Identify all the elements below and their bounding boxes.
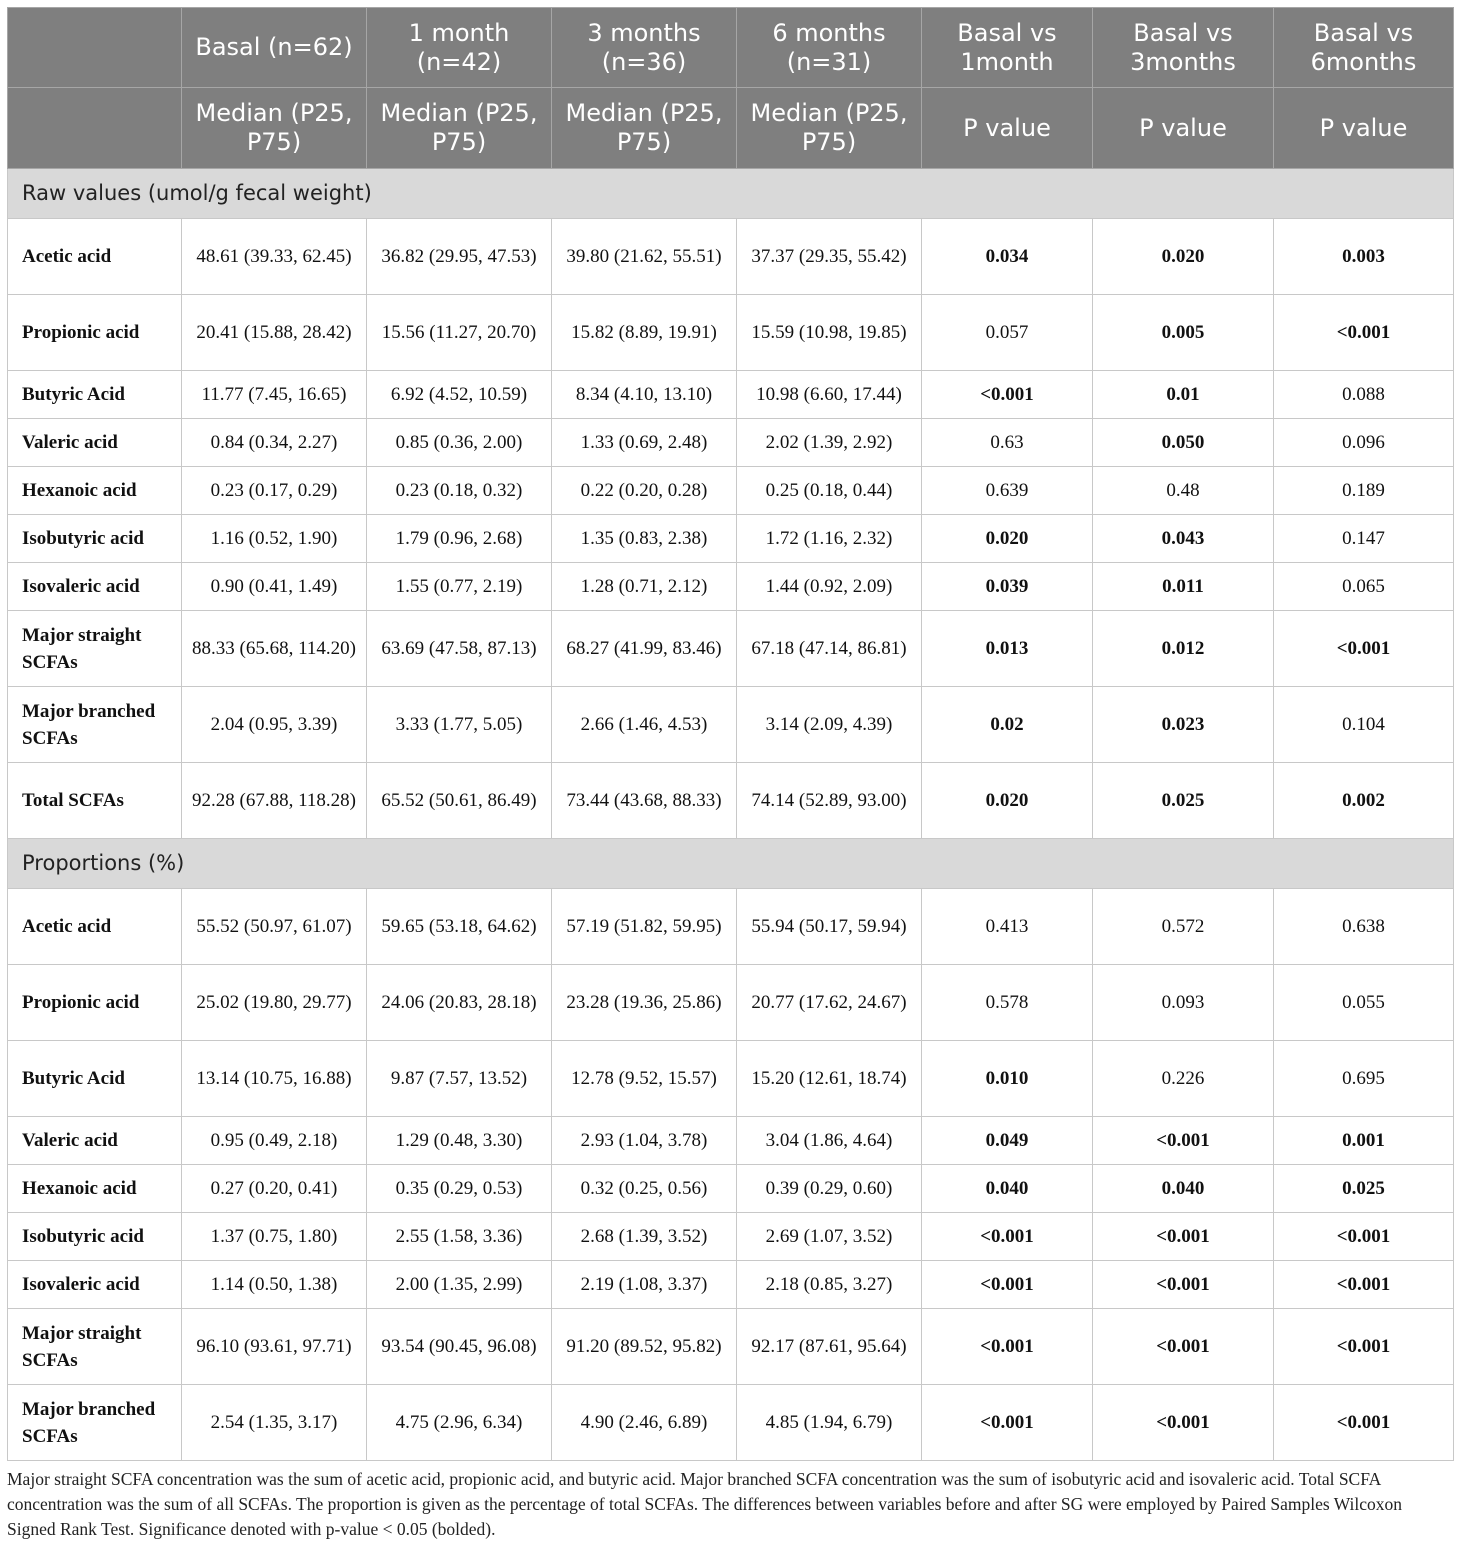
header-pvalue-1: P value [922, 88, 1093, 169]
p-value-cell: <0.001 [1274, 1261, 1454, 1309]
median-cell: 48.61 (39.33, 62.45) [182, 219, 367, 295]
p-value-cell: 0.638 [1274, 889, 1454, 965]
p-value-cell: 0.005 [1093, 295, 1274, 371]
p-value-cell: 0.049 [922, 1117, 1093, 1165]
table-row [8, 1309, 1454, 1385]
p-value-cell: 0.147 [1274, 515, 1454, 563]
header-median-basal: Median (P25, P75) [182, 88, 367, 169]
header-median-1-month: Median (P25, P75) [367, 88, 552, 169]
median-cell: 13.14 (10.75, 16.88) [182, 1041, 367, 1117]
table-row [8, 763, 1454, 839]
median-cell: 2.18 (0.85, 3.27) [737, 1261, 922, 1309]
header-median-3-months: Median (P25, P75) [552, 88, 737, 169]
p-value-cell: 0.010 [922, 1041, 1093, 1117]
median-cell: 20.41 (15.88, 28.42) [182, 295, 367, 371]
p-value-cell: <0.001 [922, 1385, 1093, 1461]
median-cell: 1.44 (0.92, 2.09) [737, 563, 922, 611]
median-cell: 36.82 (29.95, 47.53) [367, 219, 552, 295]
table-body [8, 169, 1454, 1461]
median-cell: 1.29 (0.48, 3.30) [367, 1117, 552, 1165]
row-label: Propionic acid [8, 295, 182, 371]
row-label: Major branched SCFAs [8, 1385, 182, 1461]
p-value-cell: 0.023 [1093, 687, 1274, 763]
p-value-cell: 0.48 [1093, 467, 1274, 515]
median-cell: 2.69 (1.07, 3.52) [737, 1213, 922, 1261]
median-cell: 0.23 (0.17, 0.29) [182, 467, 367, 515]
p-value-cell: <0.001 [1093, 1117, 1274, 1165]
header-corner-2 [8, 88, 182, 169]
p-value-cell: 0.093 [1093, 965, 1274, 1041]
median-cell: 0.95 (0.49, 2.18) [182, 1117, 367, 1165]
p-value-cell: 0.040 [1093, 1165, 1274, 1213]
table-row [8, 889, 1454, 965]
median-cell: 0.27 (0.20, 0.41) [182, 1165, 367, 1213]
row-label: Acetic acid [8, 889, 182, 965]
p-value-cell: 0.020 [922, 515, 1093, 563]
median-cell: 1.55 (0.77, 2.19) [367, 563, 552, 611]
median-cell: 0.85 (0.36, 2.00) [367, 419, 552, 467]
p-value-cell: <0.001 [922, 1309, 1093, 1385]
p-value-cell: 0.63 [922, 419, 1093, 467]
p-value-cell: 0.011 [1093, 563, 1274, 611]
median-cell: 0.23 (0.18, 0.32) [367, 467, 552, 515]
p-value-cell: 0.020 [922, 763, 1093, 839]
p-value-cell: 0.578 [922, 965, 1093, 1041]
p-value-cell: 0.104 [1274, 687, 1454, 763]
table-row [8, 219, 1454, 295]
header-3-months: 3 months (n=36) [552, 8, 737, 88]
median-cell: 4.75 (2.96, 6.34) [367, 1385, 552, 1461]
median-cell: 11.77 (7.45, 16.65) [182, 371, 367, 419]
table-row [8, 419, 1454, 467]
median-cell: 0.32 (0.25, 0.56) [552, 1165, 737, 1213]
median-cell: 63.69 (47.58, 87.13) [367, 611, 552, 687]
median-cell: 55.52 (50.97, 61.07) [182, 889, 367, 965]
median-cell: 8.34 (4.10, 13.10) [552, 371, 737, 419]
table-row [8, 515, 1454, 563]
row-label: Butyric Acid [8, 1041, 182, 1117]
median-cell: 1.28 (0.71, 2.12) [552, 563, 737, 611]
scfa-table [7, 7, 1454, 1461]
p-value-cell: <0.001 [1274, 295, 1454, 371]
median-cell: 2.02 (1.39, 2.92) [737, 419, 922, 467]
median-cell: 55.94 (50.17, 59.94) [737, 889, 922, 965]
p-value-cell: <0.001 [1093, 1385, 1274, 1461]
median-cell: 67.18 (47.14, 86.81) [737, 611, 922, 687]
header-1-month: 1 month (n=42) [367, 8, 552, 88]
median-cell: 2.66 (1.46, 4.53) [552, 687, 737, 763]
median-cell: 12.78 (9.52, 15.57) [552, 1041, 737, 1117]
median-cell: 15.82 (8.89, 19.91) [552, 295, 737, 371]
p-value-cell: <0.001 [922, 1261, 1093, 1309]
p-value-cell: <0.001 [1093, 1309, 1274, 1385]
row-label: Total SCFAs [8, 763, 182, 839]
table-row [8, 611, 1454, 687]
table-row [8, 371, 1454, 419]
header-basal-vs-1month: Basal vs 1month [922, 8, 1093, 88]
p-value-cell: 0.572 [1093, 889, 1274, 965]
median-cell: 6.92 (4.52, 10.59) [367, 371, 552, 419]
row-label: Hexanoic acid [8, 1165, 182, 1213]
median-cell: 1.72 (1.16, 2.32) [737, 515, 922, 563]
table-row [8, 1117, 1454, 1165]
header-median-6-months: Median (P25, P75) [737, 88, 922, 169]
median-cell: 37.37 (29.35, 55.42) [737, 219, 922, 295]
row-label: Hexanoic acid [8, 467, 182, 515]
median-cell: 88.33 (65.68, 114.20) [182, 611, 367, 687]
p-value-cell: 0.189 [1274, 467, 1454, 515]
row-label: Major straight SCFAs [8, 1309, 182, 1385]
p-value-cell: <0.001 [1274, 1309, 1454, 1385]
p-value-cell: <0.001 [922, 371, 1093, 419]
table-row [8, 1261, 1454, 1309]
median-cell: 96.10 (93.61, 97.71) [182, 1309, 367, 1385]
table-row [8, 295, 1454, 371]
header-row-groups [8, 8, 1454, 88]
median-cell: 2.54 (1.35, 3.17) [182, 1385, 367, 1461]
p-value-cell: 0.025 [1093, 763, 1274, 839]
median-cell: 74.14 (52.89, 93.00) [737, 763, 922, 839]
header-basal-vs-3months: Basal vs 3months [1093, 8, 1274, 88]
row-label: Isovaleric acid [8, 1261, 182, 1309]
median-cell: 0.39 (0.29, 0.60) [737, 1165, 922, 1213]
table-row [8, 687, 1454, 763]
p-value-cell: 0.039 [922, 563, 1093, 611]
p-value-cell: 0.639 [922, 467, 1093, 515]
header-pvalue-3: P value [1274, 88, 1454, 169]
p-value-cell: 0.057 [922, 295, 1093, 371]
p-value-cell: 0.055 [1274, 965, 1454, 1041]
table-row [8, 467, 1454, 515]
table-header [8, 8, 1454, 169]
p-value-cell: 0.013 [922, 611, 1093, 687]
median-cell: 2.00 (1.35, 2.99) [367, 1261, 552, 1309]
section-row [8, 839, 1454, 889]
table-row [8, 1165, 1454, 1213]
p-value-cell: 0.050 [1093, 419, 1274, 467]
median-cell: 0.22 (0.20, 0.28) [552, 467, 737, 515]
section-title: Proportions (%) [8, 839, 1454, 889]
median-cell: 3.33 (1.77, 5.05) [367, 687, 552, 763]
header-corner [8, 8, 182, 88]
table-row [8, 965, 1454, 1041]
p-value-cell: <0.001 [922, 1213, 1093, 1261]
row-label: Major straight SCFAs [8, 611, 182, 687]
header-basal: Basal (n=62) [182, 8, 367, 88]
p-value-cell: 0.003 [1274, 219, 1454, 295]
row-label: Isobutyric acid [8, 1213, 182, 1261]
median-cell: 2.04 (0.95, 3.39) [182, 687, 367, 763]
table-footnote: Major straight SCFA concentration was the sum of acetic acid, propionic acid, and butyric acid. Major branched SCFA concentration was the sum of isobutyric acid and isovaleric acid. Total SCFA concentration was the sum of all SCFAs. The proportion is given as the percentage of total SCFAs. The differences between variables before and after SG were employed by Paired Samples Wilcoxon Signed Rank Test. Significance denoted with p-value < 0.05 (bolded). [7, 1469, 1403, 1539]
header-6-months: 6 months (n=31) [737, 8, 922, 88]
p-value-cell: 0.020 [1093, 219, 1274, 295]
p-value-cell: <0.001 [1274, 611, 1454, 687]
p-value-cell: 0.02 [922, 687, 1093, 763]
p-value-cell: 0.096 [1274, 419, 1454, 467]
median-cell: 1.14 (0.50, 1.38) [182, 1261, 367, 1309]
table-row [8, 1385, 1454, 1461]
median-cell: 15.56 (11.27, 20.70) [367, 295, 552, 371]
median-cell: 91.20 (89.52, 95.82) [552, 1309, 737, 1385]
median-cell: 10.98 (6.60, 17.44) [737, 371, 922, 419]
header-pvalue-2: P value [1093, 88, 1274, 169]
header-row-stats [8, 88, 1454, 169]
median-cell: 1.79 (0.96, 2.68) [367, 515, 552, 563]
p-value-cell: 0.088 [1274, 371, 1454, 419]
row-label: Valeric acid [8, 1117, 182, 1165]
row-label: Major branched SCFAs [8, 687, 182, 763]
table-row [8, 1041, 1454, 1117]
median-cell: 65.52 (50.61, 86.49) [367, 763, 552, 839]
row-label: Propionic acid [8, 965, 182, 1041]
p-value-cell: 0.413 [922, 889, 1093, 965]
median-cell: 57.19 (51.82, 59.95) [552, 889, 737, 965]
median-cell: 0.35 (0.29, 0.53) [367, 1165, 552, 1213]
median-cell: 25.02 (19.80, 29.77) [182, 965, 367, 1041]
median-cell: 39.80 (21.62, 55.51) [552, 219, 737, 295]
median-cell: 1.37 (0.75, 1.80) [182, 1213, 367, 1261]
p-value-cell: <0.001 [1093, 1261, 1274, 1309]
p-value-cell: 0.001 [1274, 1117, 1454, 1165]
p-value-cell: 0.002 [1274, 763, 1454, 839]
median-cell: 92.28 (67.88, 118.28) [182, 763, 367, 839]
header-basal-vs-6months: Basal vs 6months [1274, 8, 1454, 88]
median-cell: 24.06 (20.83, 28.18) [367, 965, 552, 1041]
median-cell: 68.27 (41.99, 83.46) [552, 611, 737, 687]
median-cell: 0.25 (0.18, 0.44) [737, 467, 922, 515]
table-container [7, 7, 1453, 1542]
median-cell: 15.20 (12.61, 18.74) [737, 1041, 922, 1117]
p-value-cell: 0.226 [1093, 1041, 1274, 1117]
median-cell: 20.77 (17.62, 24.67) [737, 965, 922, 1041]
p-value-cell: <0.001 [1093, 1213, 1274, 1261]
table-row [8, 563, 1454, 611]
row-label: Butyric Acid [8, 371, 182, 419]
p-value-cell: <0.001 [1274, 1213, 1454, 1261]
row-label: Acetic acid [8, 219, 182, 295]
median-cell: 93.54 (90.45, 96.08) [367, 1309, 552, 1385]
p-value-cell: 0.695 [1274, 1041, 1454, 1117]
p-value-cell: 0.043 [1093, 515, 1274, 563]
p-value-cell: 0.012 [1093, 611, 1274, 687]
row-label: Isobutyric acid [8, 515, 182, 563]
median-cell: 9.87 (7.57, 13.52) [367, 1041, 552, 1117]
median-cell: 3.14 (2.09, 4.39) [737, 687, 922, 763]
median-cell: 0.84 (0.34, 2.27) [182, 419, 367, 467]
median-cell: 92.17 (87.61, 95.64) [737, 1309, 922, 1385]
p-value-cell: 0.065 [1274, 563, 1454, 611]
median-cell: 2.93 (1.04, 3.78) [552, 1117, 737, 1165]
median-cell: 1.33 (0.69, 2.48) [552, 419, 737, 467]
median-cell: 4.90 (2.46, 6.89) [552, 1385, 737, 1461]
p-value-cell: 0.040 [922, 1165, 1093, 1213]
median-cell: 15.59 (10.98, 19.85) [737, 295, 922, 371]
row-label: Isovaleric acid [8, 563, 182, 611]
p-value-cell: 0.034 [922, 219, 1093, 295]
median-cell: 2.19 (1.08, 3.37) [552, 1261, 737, 1309]
median-cell: 4.85 (1.94, 6.79) [737, 1385, 922, 1461]
median-cell: 3.04 (1.86, 4.64) [737, 1117, 922, 1165]
p-value-cell: 0.01 [1093, 371, 1274, 419]
median-cell: 73.44 (43.68, 88.33) [552, 763, 737, 839]
section-row [8, 169, 1454, 219]
median-cell: 1.35 (0.83, 2.38) [552, 515, 737, 563]
median-cell: 1.16 (0.52, 1.90) [182, 515, 367, 563]
section-title: Raw values (umol/g fecal weight) [8, 169, 1454, 219]
row-label: Valeric acid [8, 419, 182, 467]
median-cell: 23.28 (19.36, 25.86) [552, 965, 737, 1041]
table-row [8, 1213, 1454, 1261]
median-cell: 0.90 (0.41, 1.49) [182, 563, 367, 611]
median-cell: 59.65 (53.18, 64.62) [367, 889, 552, 965]
p-value-cell: <0.001 [1274, 1385, 1454, 1461]
median-cell: 2.68 (1.39, 3.52) [552, 1213, 737, 1261]
p-value-cell: 0.025 [1274, 1165, 1454, 1213]
median-cell: 2.55 (1.58, 3.36) [367, 1213, 552, 1261]
